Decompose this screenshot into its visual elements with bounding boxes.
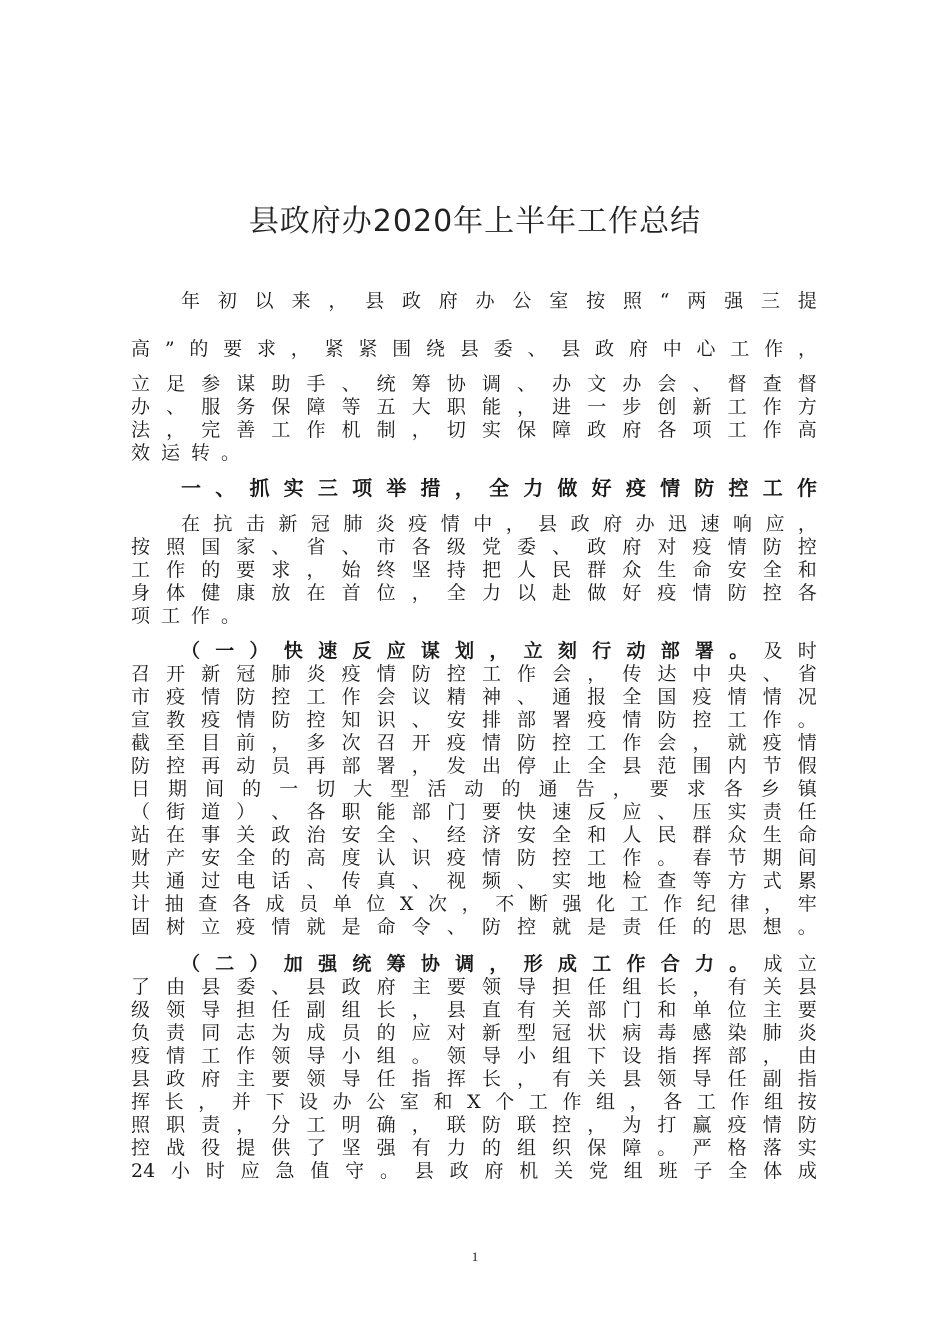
- text-line: 站 在 事 关 政 治 安 全 、 经 济 安 全 和 人 民 群 众 生 命: [131, 824, 817, 846]
- text-line: 级 领 导 担 任 副 组 长 ， 县 直 有 关 部 门 和 单 位 主 要: [131, 999, 817, 1021]
- text-line: （ 一 ） 快 速 反 应 谋 划 ， 立 刻 行 动 部 署 。 及 时: [181, 640, 817, 662]
- text-line: 疫 情 工 作 领 导 小 组 。 领 导 小 组 下 设 指 挥 部 ， 由: [131, 1045, 817, 1067]
- page-number: 1: [471, 1249, 479, 1264]
- text-line: 日 期 间 的 一 切 大 型 活 动 的 通 告 ， 要 求 各 乡 镇: [131, 778, 817, 800]
- text-line: 召 开 新 冠 肺 炎 疫 情 防 控 工 作 会 ， 传 达 中 央 、 省: [131, 663, 817, 685]
- document-title: 县政府办2020年上半年工作总结: [248, 204, 702, 239]
- text-line: 县 政 府 主 要 领 导 任 指 挥 长 ， 有 关 县 领 导 任 副 指: [131, 1068, 817, 1090]
- text-line: 高 ” 的 要 求 ， 紧 紧 围 绕 县 委 、 县 政 府 中 心 工 作 ，: [131, 338, 817, 360]
- text-line: 截 至 目 前 ， 多 次 召 开 疫 情 防 控 工 作 会 ， 就 疫 情: [131, 732, 817, 754]
- section-heading: 一 、 抓 实 三 项 举 措 ， 全 力 做 好 疫 情 防 控 工 作: [181, 476, 817, 500]
- text-line: 挥 长 ， 并 下 设 办 公 室 和 X 个 工 作 组 ， 各 工 作 组 按: [131, 1091, 817, 1113]
- text-line: 计 抽 查 各 成 员 单 位 X 次 ， 不 断 强 化 工 作 纪 律 ， 牢: [131, 893, 817, 915]
- text-line: （ 街 道 ） 、 各 职 能 部 门 要 快 速 反 应 、 压 实 责 任: [131, 801, 817, 823]
- text-line: 照 职 责 ， 分 工 明 确 ， 联 防 联 控 ， 为 打 赢 疫 情 防: [131, 1114, 817, 1136]
- text-line: 宣 教 疫 情 防 控 知 识 、 安 排 部 署 疫 情 防 控 工 作 。: [131, 709, 817, 731]
- text-line: 办 、 服 务 保 障 等 五 大 职 能 ， 进 一 步 创 新 工 作 方: [131, 396, 817, 418]
- text-line: （ 二 ） 加 强 统 筹 协 调 ， 形 成 工 作 合 力 。 成 立: [181, 953, 817, 975]
- text-line: 法 ， 完 善 工 作 机 制 ， 切 实 保 障 政 府 各 项 工 作 高: [131, 419, 817, 441]
- text-line: 了 由 县 委 、 县 政 府 主 要 领 导 担 任 组 长 ， 有 关 县: [131, 976, 817, 998]
- text-line: 工 作 的 要 求 ， 始 终 坚 持 把 人 民 群 众 生 命 安 全 和: [131, 559, 817, 581]
- text-line: 效 运 转 。: [131, 442, 241, 464]
- text-line: 负 责 同 志 为 成 员 的 应 对 新 型 冠 状 病 毒 感 染 肺 炎: [131, 1022, 817, 1044]
- text-line: 市 疫 情 防 控 工 作 会 议 精 神 、 通 报 全 国 疫 情 情 况: [131, 686, 817, 708]
- text-line: 固 树 立 疫 情 就 是 命 令 、 防 控 就 是 责 任 的 思 想 。: [131, 916, 817, 938]
- text-line: 防 控 再 动 员 再 部 署 ， 发 出 停 止 全 县 范 围 内 节 假: [131, 755, 817, 777]
- text-line: 年 初 以 来 ， 县 政 府 办 公 室 按 照 “ 两 强 三 提: [181, 290, 817, 312]
- text-line: 财 产 安 全 的 高 度 认 识 疫 情 防 控 工 作 。 春 节 期 间: [131, 847, 817, 869]
- text-line: 在 抗 击 新 冠 肺 炎 疫 情 中 ， 县 政 府 办 迅 速 响 应 ，: [181, 513, 817, 535]
- text-line: 立 足 参 谋 助 手 、 统 筹 协 调 、 办 文 办 会 、 督 查 督: [131, 373, 817, 395]
- text-line: 项 工 作 。: [131, 605, 241, 627]
- text-line: 身 体 健 康 放 在 首 位 ， 全 力 以 赴 做 好 疫 情 防 控 各: [131, 582, 817, 604]
- text-line: 24 小 时 应 急 值 守 。 县 政 府 机 关 党 组 班 子 全 体 成: [131, 1160, 817, 1182]
- text-line: 按 照 国 家 、 省 、 市 各 级 党 委 、 政 府 对 疫 情 防 控: [131, 536, 817, 558]
- text-line: 共 通 过 电 话 、 传 真 、 视 频 、 实 地 检 查 等 方 式 累: [131, 870, 817, 892]
- text-line: 控 战 役 提 供 了 坚 强 有 力 的 组 织 保 障 。 严 格 落 实: [131, 1137, 817, 1159]
